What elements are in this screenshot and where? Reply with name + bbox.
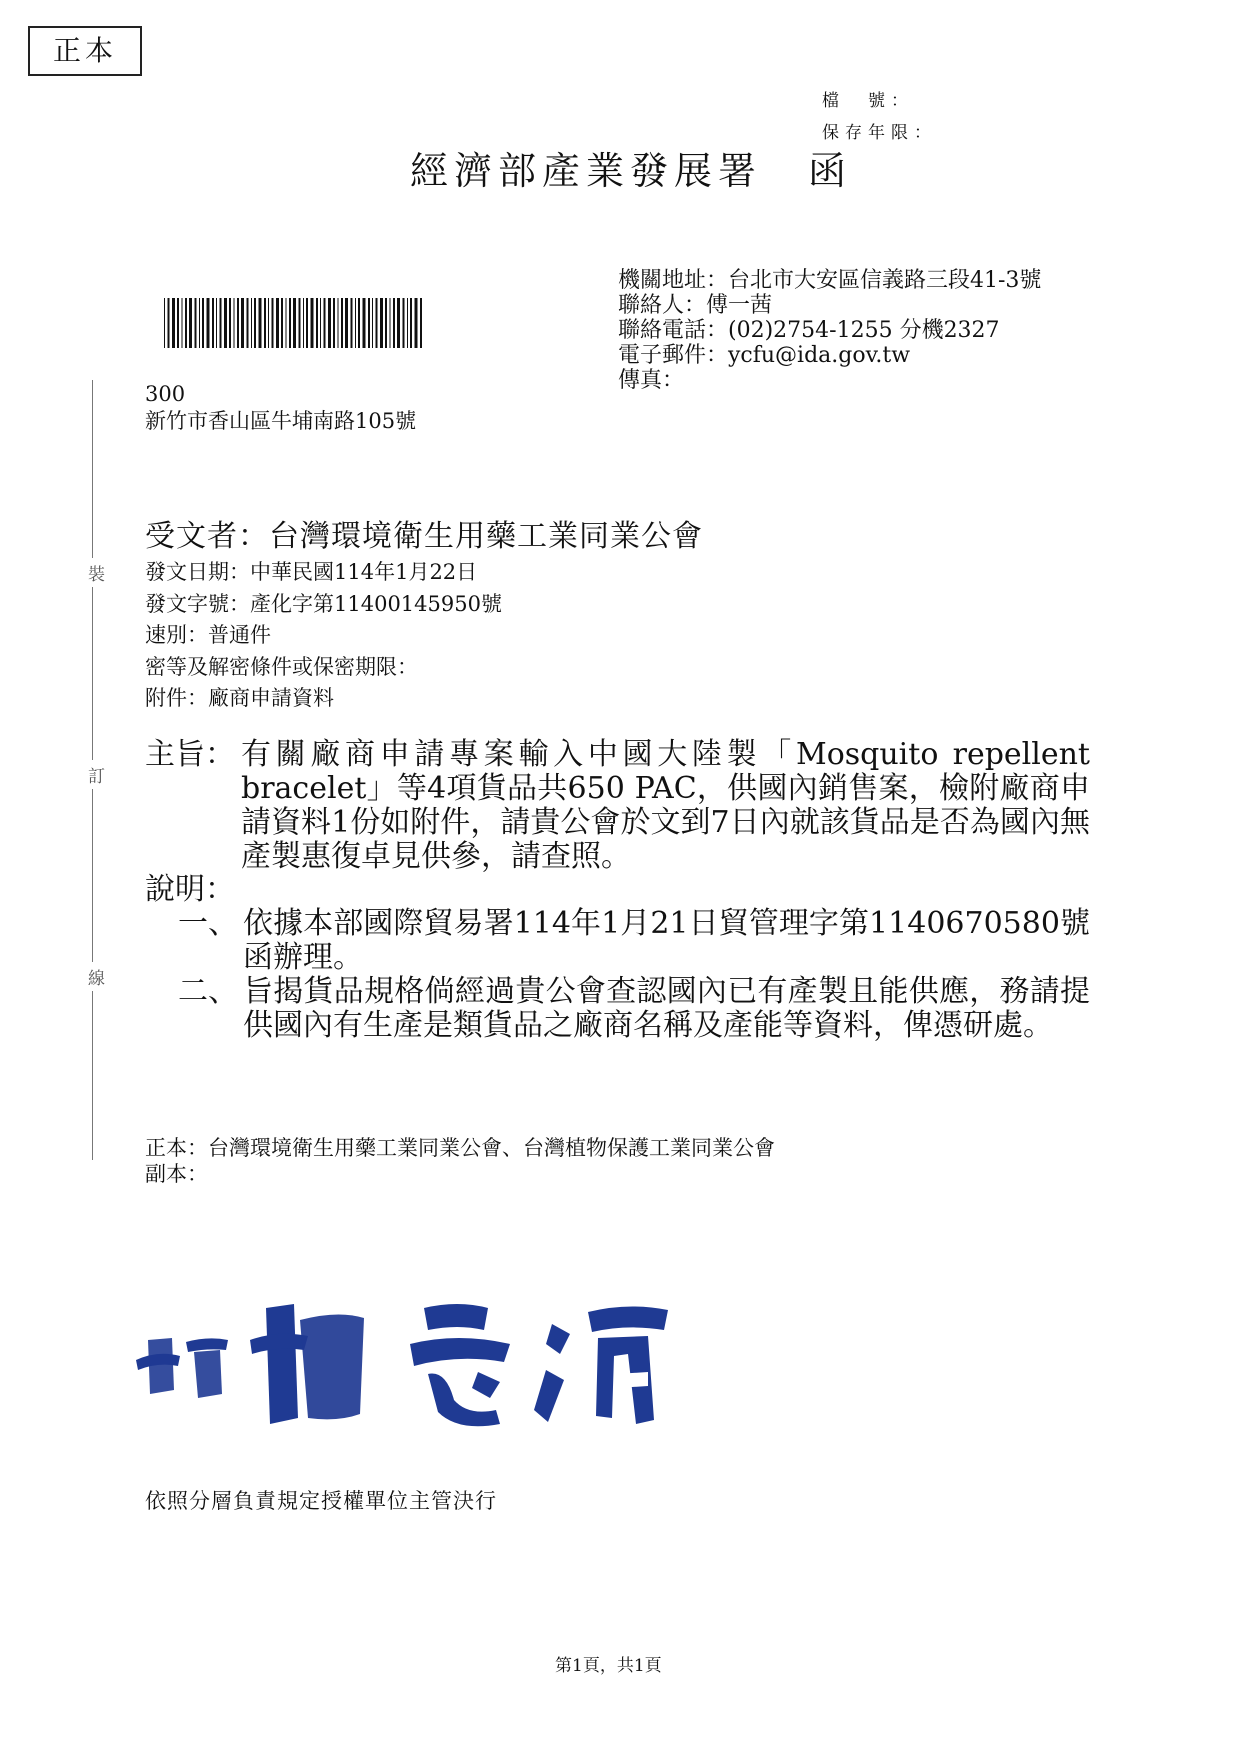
- explanation-label: 說明：: [145, 872, 235, 907]
- attachment: 附件：廠商申請資料: [145, 686, 334, 710]
- item-text: 旨揭貨品規格倘經過貴公會查認國內已有產製且能供應，務請提供國內有生產是類貨品之廠商名稱及產能等資料，俾憑研處。: [243, 974, 1090, 1043]
- explanation-item: [178, 907, 1090, 975]
- original-copy-tag: 正本: [28, 26, 142, 76]
- item-text: 依據本部國際貿易署114年1月21日貿管理字第1140670580號函辦理。: [243, 906, 1090, 975]
- agency-address: 機關地址：台北市大安區信義路三段41-3號: [618, 268, 1042, 293]
- postcode: 300: [145, 382, 186, 406]
- issue-date: 發文日期：中華民國114年1月22日: [145, 560, 478, 584]
- contact-fax: 傳真：: [618, 368, 685, 393]
- retention-label: 保存年限：: [822, 123, 937, 143]
- recipient: 受文者：台灣環境衛生用藥工業同業公會: [145, 519, 703, 554]
- subject-text: 有關廠商申請專案輸入中國大陸製「Mosquito repellent bracelet」等4項貨品共650 PAC，供國內銷售案，檢附廠商申請資料1份如附件，請貴公會於文到7日內就該貨品是否為國內無產製惠復卓見供參，請查照。: [241, 737, 1090, 874]
- agency-name: 經濟部產業發展署: [410, 149, 763, 193]
- secrecy-level: 密等及解密條件或保密期限：: [145, 654, 418, 679]
- copy-recipients: 副本：: [145, 1162, 208, 1186]
- document-number: 發文字號：產化字第11400145950號: [145, 591, 502, 616]
- document-title: [410, 140, 852, 195]
- subject-label: 主旨：: [145, 737, 235, 772]
- file-number-label: 檔 號：: [822, 91, 914, 111]
- binding-mark-3: 線: [88, 962, 105, 991]
- subject: [145, 738, 1090, 874]
- binding-mark-2: 訂: [88, 760, 105, 789]
- signature-seal: [128, 1290, 738, 1430]
- contact-email: 電子郵件：ycfu@ida.gov.tw: [618, 343, 911, 368]
- copies-block: [145, 1135, 775, 1187]
- contact-person: 聯絡人：傅一茜: [618, 293, 773, 318]
- contact-block: [618, 268, 1041, 393]
- street-address: 新竹市香山區牛埔南路105號: [145, 409, 417, 433]
- item-number: 一、: [178, 906, 238, 941]
- recipient-mailing-address: [145, 381, 416, 435]
- barcode: [162, 298, 426, 348]
- document-fields: [145, 557, 502, 715]
- original-recipients: 正本：台灣環境衛生用藥工業同業公會、台灣植物保護工業同業公會: [145, 1136, 775, 1160]
- explanation-item: [178, 975, 1090, 1043]
- document-type: 函: [808, 149, 853, 193]
- contact-phone: 聯絡電話：(02)2754-1255 分機2327: [618, 318, 1000, 343]
- binding-mark-1: 裝: [88, 558, 105, 587]
- authorization-note: 依照分層負責規定授權單位主管決行: [145, 1489, 497, 1513]
- item-number: 二、: [178, 974, 238, 1009]
- delivery-speed: 速別：普通件: [145, 623, 271, 647]
- page-number: 第1頁，共1頁: [555, 1656, 662, 1676]
